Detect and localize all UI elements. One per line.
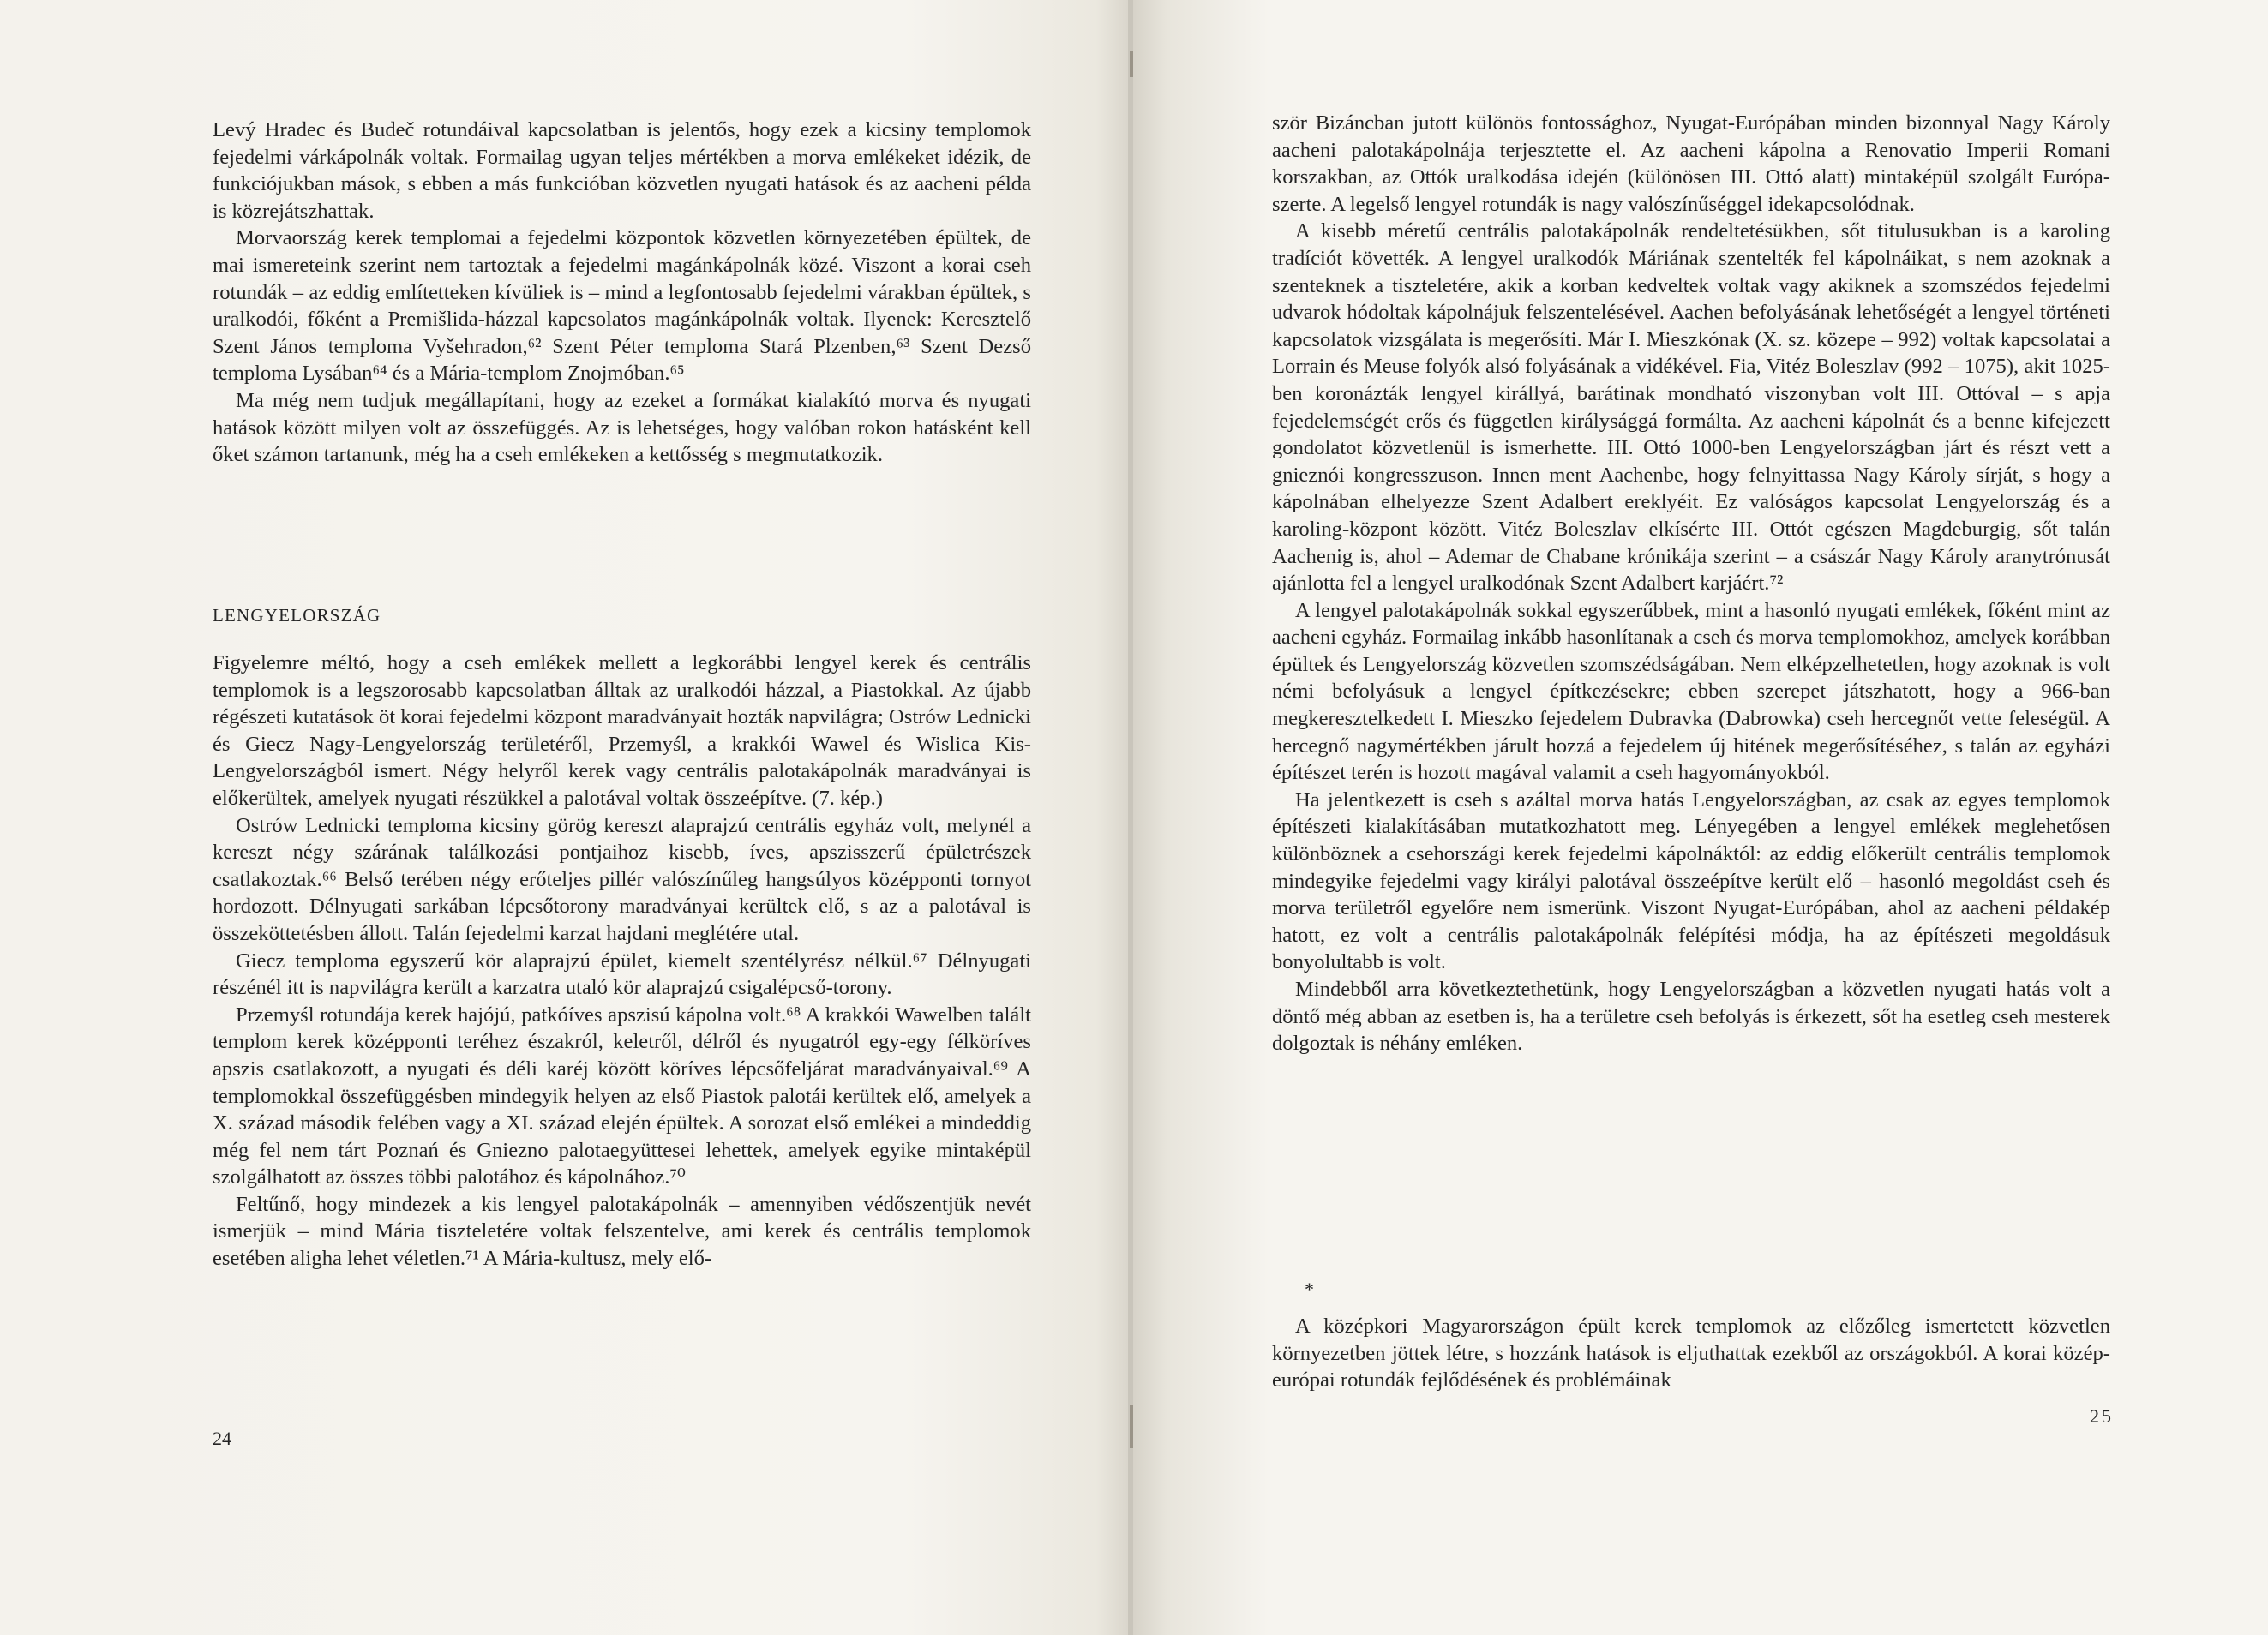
paragraph: Giecz temploma egyszerű kör alaprajzú épület, kiemelt szentélyrész nélkül.⁶⁷ Délnyugati részénél itt is napvilágra került a karzatra utaló kör alaprajzú csigalépcső-torony. [213, 949, 1031, 1000]
paragraph: Levý Hradec és Budeč rotundáival kapcsolatban is jelentős, hogy ezek a kicsiny templomok fejedelmi várkápolnák voltak. Formailag ugyan teljes mértékben a morva emlékeket idézik, de funkciójukban mások, s ebben a más funkcióban közvetlen nyugati hatások és az aacheni példa is közrejátszhattak. [213, 118, 1031, 223]
left-page [0, 0, 1130, 1635]
paragraph: Figyelemre méltó, hogy a cseh emlékek mellett a legkorábbi lengyel kerek és centrális templomok is a legszorosabb kapcsolatban álltak az uralkodói házzal, a Piastokkal. Az újabb régészeti kutatások öt korai fejedelmi központ maradványait hozták napvilágra; Ostrów Lednicki és Giecz Nagy-Lengyelország területéről, Przemyśl, a krakkói Wawel és Wislica Kis-Lengyelországból ismert. Négy helyről kerek vagy centrális palotakápolnák maradványai is előkerültek, amelyek nyugati részükkel a palotával voltak összeépítve. (7. kép.) [213, 651, 1031, 810]
page-number-left: 24 [213, 1428, 231, 1449]
section-separator: * [1305, 1279, 1314, 1300]
left-page-bottom-text [213, 650, 1031, 1273]
paragraph: ször Bizáncban jutott különös fontossághoz, Nyugat-Európában minden bizonnyal Nagy Károly aacheni palotakápolnája terjesztette el. Az aacheni kápolna a Renovatio Imperii Romani korszakban, az Ottók uralkodása idején (különösen III. Ottó alatt) mintaképül szolgált Európa-szerte. A legelső lengyel rotundák is nagy valószínűséggel idekapcsolódnak. [1272, 111, 2110, 216]
paragraph: Morvaország kerek templomai a fejedelmi központok közvetlen környezetében épültek, de mai ismereteink szerint nem tartoztak a fejedelmi magánkápolnák közé. Viszont a korai cseh rotundák – az eddig említetteken kívüliek is – mind a legfontosabb fejedelmi várakban épültek, s uralkodói, főként a Premišlida-házzal kapcsolatos magánkápolnák voltak. Ilyenek: Keresztelő Szent János temploma Vyšehradon,⁶² Szent Péter temploma Stará Plzenben,⁶³ Szent Dezső temploma Lysában⁶⁴ és a Mária-templom Znojmóban.⁶⁵ [213, 226, 1031, 386]
paragraph: Przemyśl rotundája kerek hajójú, patkóíves apszisú kápolna volt.⁶⁸ A krakkói Wawelben talált templom kerek középponti teréhez északról, keletről, délről és nyugatról egy-egy félköríves apszis csatlakozott, a nyugati és déli karéj között köríves lépcsőfeljárat maradványaival.⁶⁹ A templomokkal összefüggésben mindegyik helyen az első Piastok palotái kerültek elő, amelyek a X. század második felében vagy a XI. század elején épültek. A sorozat első emlékei a mindeddig még fel nem tárt Poznań és Gniezno palotaegyüttesei lehettek, amelyek egyike mintaképül szolgálhatott az összes többi palotához és kápolnához.⁷⁰ [213, 1003, 1031, 1189]
page-number-right: 25 [2090, 1405, 2114, 1427]
paragraph: Feltűnő, hogy mindezek a kis lengyel palotakápolnák – amennyiben védőszentjük nevét ismerjük – mind Mária tiszteletére voltak felszentelve, ami kerek és centrális templomok esetében aligha lehet véletlen.⁷¹ A Mária-kultusz, mely elő- [213, 1192, 1031, 1271]
left-page-top-text [213, 117, 1031, 469]
paragraph: A kisebb méretű centrális palotakápolnák rendeltetésükben, sőt titulusukban is a karoling tradíciót követték. A lengyel uralkodók Máriának szentelték fel kápolnáikat, s nem azoknak a szenteknek a tiszteletére, akik a korban kedveltek voltak vagy akiknek a szomszédos fejedelmi udvarok hódoltak kápolnájuk felszentelésével. Aachen befolyásának lehetőségét a lengyel történeti kapcsolatok vizsgálata is megerősíti. Már I. Mieszkónak (X. sz. közepe – 992) voltak kapcsolatai a Lorrain és Meuse folyók alsó folyásának a vidékével. Fia, Vitéz Boleszlav (992 – 1075), akit 1025-ben koronázták lengyel királlyá, barátinak mondható viszonyban volt III. Ottóval – s apja fejedelemségét erős és független királysággá formálta. Az aacheni kápolnát és a benne kifejezett gondolatot közvetlenül is ismerhette. III. Ottó 1000-ben Lengyelországban járt és részt vett a gnieznói kongresszuson. Innen ment Aachenbe, hogy felnyittassa Nagy Károly sírját, s hogy a kápolnában elhelyezze Szent Adalbert ereklyéit. Ez valóságos kapcsolat Lengyelország és a karoling-központ között. Vitéz Boleszlav elkísérte III. Ottót egészen Magdeburgig, sőt talán Aachenig is, ahol – Ademar de Chabane krónikája szerint – a császár Nagy Károly aranytrónusát ajánlotta fel a lengyel uralkodónak Szent Adalbert karjáért.⁷² [1272, 219, 2110, 596]
paragraph: Mindebből arra következtethetünk, hogy Lengyelországban a közvetlen nyugati hatás volt a döntő még abban az esetben is, ha a területre cseh befolyás is érkezett, sőt ha esetleg cseh mesterek dolgoztak is néhány emléken. [1272, 978, 2110, 1056]
paragraph: Ma még nem tudjuk megállapítani, hogy az ezeket a formákat kialakító morva és nyugati hatások között milyen volt az összefüggés. Az is lehetséges, hogy valóban rokon hatásként kell őket számon tartanunk, még ha a cseh emlékeken a kettősség s megmutatkozik. [213, 388, 1031, 467]
right-page-bottom-text [1272, 1313, 2110, 1394]
right-page-top-text [1272, 110, 2110, 1057]
section-heading: LENGYELORSZÁG [213, 605, 381, 626]
paragraph: Ostrów Lednicki temploma kicsiny görög kereszt alaprajzú centrális egyház volt, melynél a kereszt négy szárának találkozási pontjaihoz kisebb, íves, apszisszerű épületrészek csatlakoztak.⁶⁶ Belső terében négy erőteljes pillér valószínűleg hangsúlyos középponti tornyot hordozott. Délnyugati sarkában lépcsőtorony maradványai kerültek elő, s az a palotával is összeköttetésben állott. Talán fejedelmi karzat hajdani meglétére utal. [213, 813, 1031, 945]
paragraph: Ha jelentkezett is cseh s azáltal morva hatás Lengyelországban, az csak az egyes templomok építészeti kialakításában mutatkozhatott meg. Lényegében a lengyel emlékek meglehetősen különböznek a csehországi kerek fejedelmi kápolnáktól: az eddig előkerült centrális templomok mindegyike fejedelmi vagy királyi palotával összeépítve került elő – hasonló megoldást cseh és morva területről egyelőre nem ismerünk. Viszont Nyugat-Európában, ahol az aacheni példakép hatott, ez volt a centrális palotakápolnák felépítési módja, ha az építészeti megoldásuk bonyolultabb is volt. [1272, 788, 2110, 974]
paragraph: A lengyel palotakápolnák sokkal egyszerűbbek, mint a hasonló nyugati emlékek, főként mint az aacheni egyház. Formailag inkább hasonlítanak a cseh és morva templomokhoz, amelyek korábban épültek és Lengyelország közvetlen szomszédságában. Nem elképzelhetetlen, hogy azoknak is volt némi befolyásuk a lengyel építkezésekre; ebben szerepet játszhatott, hogy a 966-ban megkeresztelkedett I. Mieszko fejedelem Dubravka (Dabrowka) cseh hercegnőt vette feleségül. A hercegnő nagymértékben járult hozzá a fejedelem új hitének megerősítéséhez, s talán az egyházi építészet terén is hozott magával valamit a cseh hagyományokból. [1272, 598, 2110, 785]
paragraph: A középkori Magyarországon épült kerek templomok az előzőleg ismertetett közvetlen környezetben jöttek létre, s hozzánk hatások is eljuthattak ezekből az országokból. A korai közép-európai rotundák fejlődésének és problémáinak [1272, 1315, 2110, 1392]
